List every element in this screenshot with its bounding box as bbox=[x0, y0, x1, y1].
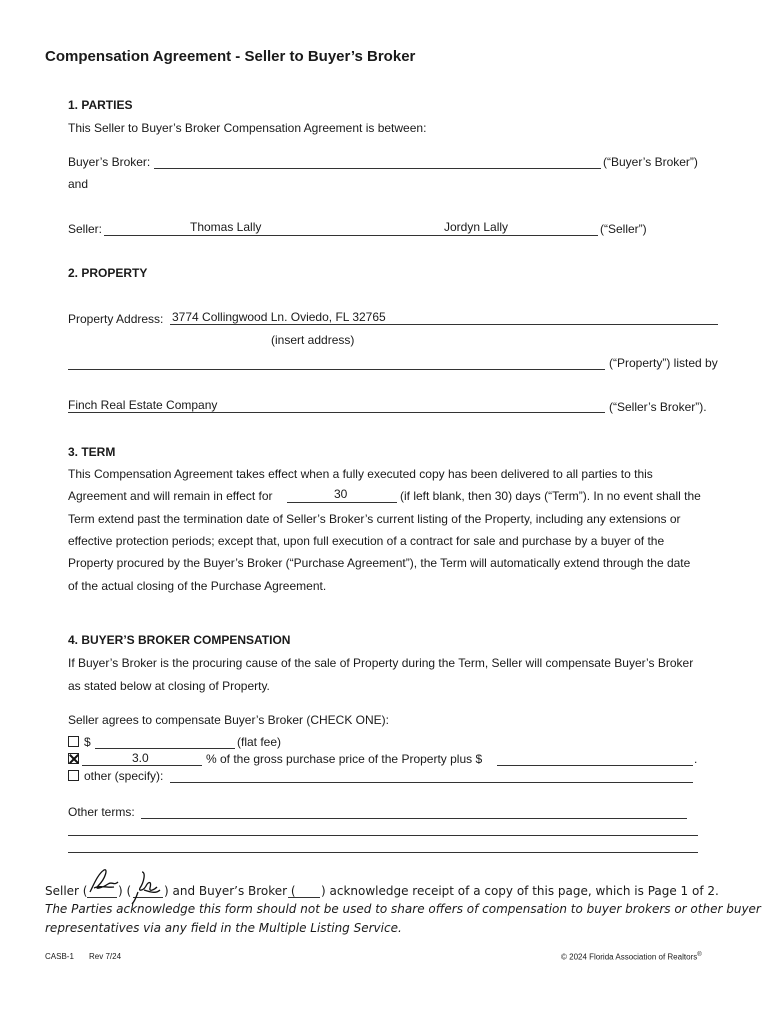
option-flat-fee bbox=[68, 735, 91, 749]
listed-by-text: (“Property”) listed by bbox=[609, 356, 718, 370]
property-address-label: Property Address: bbox=[68, 312, 164, 326]
buyers-broker-suffix: (“Buyer’s Broker”) bbox=[603, 155, 698, 169]
term-days-field[interactable] bbox=[287, 502, 397, 503]
other-terms-line-3[interactable] bbox=[68, 852, 698, 853]
flat-fee-dollar: $ bbox=[84, 735, 91, 749]
other-checkbox[interactable] bbox=[68, 770, 79, 781]
percent-checkbox[interactable] bbox=[68, 753, 79, 764]
other-terms-line-1[interactable] bbox=[141, 818, 687, 819]
and-text: and bbox=[68, 177, 89, 191]
section-compensation-heading: 4. BUYER’S BROKER COMPENSATION bbox=[68, 633, 291, 647]
flat-fee-suffix: (flat fee) bbox=[237, 735, 282, 749]
footer-copyright bbox=[561, 952, 702, 962]
term-line-3: Term extend past the termination date of Seller’s Broker’s current listing of the Property, including any extensions or bbox=[68, 512, 681, 526]
footer-registered-mark: ® bbox=[697, 952, 702, 958]
seller-2-initials-signature bbox=[130, 868, 164, 906]
ack-paren-join: ) ( bbox=[118, 884, 132, 898]
section-parties-heading: 1. PARTIES bbox=[68, 98, 133, 112]
property-address-line-2[interactable] bbox=[68, 369, 605, 370]
listing-broker-field[interactable] bbox=[68, 412, 605, 413]
term-days-value: 30 bbox=[334, 487, 348, 501]
ack-seller-label: Seller ( bbox=[45, 884, 88, 898]
seller-1-initials-field[interactable] bbox=[87, 897, 117, 898]
other-terms-line-2[interactable] bbox=[68, 835, 698, 836]
option-other bbox=[68, 769, 163, 783]
listing-broker-value: Finch Real Estate Company bbox=[68, 398, 218, 412]
insert-address-note: (insert address) bbox=[271, 333, 355, 347]
flat-fee-checkbox[interactable] bbox=[68, 736, 79, 747]
term-line-1: This Compensation Agreement takes effect when a fully executed copy has been delivered to all parties to this bbox=[68, 467, 653, 481]
term-line-5: Property procured by the Buyer’s Broker (“Purchase Agreement”), the Term will automatically extend through the date bbox=[68, 556, 691, 570]
seller-field[interactable] bbox=[104, 235, 598, 236]
option-percent bbox=[68, 752, 84, 766]
seller-suffix: (“Seller”) bbox=[600, 222, 647, 236]
ack-and-broker: ) and Buyer’s Broker ( bbox=[164, 884, 296, 898]
parties-intro: This Seller to Buyer’s Broker Compensation Agreement is between: bbox=[68, 121, 427, 135]
seller-1-value: Thomas Lally bbox=[190, 220, 262, 234]
footer-form-id: CASB-1 bbox=[45, 952, 74, 961]
term-line-4: effective protection periods; except that, upon full execution of a contract for sale and purchase by a buyer of the bbox=[68, 534, 665, 548]
section-term-heading: 3. TERM bbox=[68, 445, 116, 459]
percent-field[interactable] bbox=[82, 765, 202, 766]
term-line-2b: (if left blank, then 30) days (“Term”). In no event shall the bbox=[400, 489, 701, 503]
compensation-line-1: If Buyer’s Broker is the procuring cause of the sale of Property during the Term, Seller will compensate Buyer’s Broker bbox=[68, 656, 694, 670]
seller-label: Seller: bbox=[68, 222, 103, 236]
seller-2-value: Jordyn Lally bbox=[444, 220, 509, 234]
percent-text: % of the gross purchase price of the Property plus $ bbox=[206, 752, 483, 766]
document-title: Compensation Agreement - Seller to Buyer’s Broker bbox=[45, 48, 416, 65]
seller-1-initials-signature bbox=[84, 866, 120, 896]
property-address-value: 3774 Collingwood Ln. Oviedo, FL 32765 bbox=[172, 310, 386, 324]
listing-broker-suffix: (“Seller’s Broker”). bbox=[609, 400, 707, 414]
buyers-broker-field[interactable] bbox=[154, 168, 601, 169]
flat-fee-field[interactable] bbox=[95, 748, 235, 749]
term-line-6: of the actual closing of the Purchase Agreement. bbox=[68, 579, 327, 593]
ack-note-line-1: The Parties acknowledge this form should not be used to share offers of compensation to buyer brokers or other buyer bbox=[45, 902, 761, 916]
buyers-broker-initials-field[interactable] bbox=[288, 897, 320, 898]
other-label: other (specify): bbox=[84, 769, 164, 783]
ack-note-line-2: representatives via any field in the Multiple Listing Service. bbox=[45, 921, 402, 935]
percent-plus-field[interactable] bbox=[497, 765, 693, 766]
compensation-line-2: as stated below at closing of Property. bbox=[68, 679, 270, 693]
buyers-broker-label: Buyer’s Broker: bbox=[68, 155, 151, 169]
footer-rev: Rev 7/24 bbox=[89, 952, 122, 961]
other-specify-field[interactable] bbox=[170, 782, 693, 783]
ack-receipt: ) acknowledge receipt of a copy of this page, which is Page 1 of 2. bbox=[321, 884, 719, 898]
property-address-field[interactable] bbox=[170, 324, 718, 325]
other-terms-label: Other terms: bbox=[68, 805, 135, 819]
check-one-label: Seller agrees to compensate Buyer’s Broker (CHECK ONE): bbox=[68, 713, 390, 727]
percent-period: . bbox=[694, 752, 698, 766]
section-property-heading: 2. PROPERTY bbox=[68, 266, 148, 280]
footer-copyright-text: © 2024 Florida Association of Realtors bbox=[561, 952, 698, 962]
percent-value: 3.0 bbox=[132, 751, 149, 765]
term-line-2a: Agreement and will remain in effect for bbox=[68, 489, 273, 503]
